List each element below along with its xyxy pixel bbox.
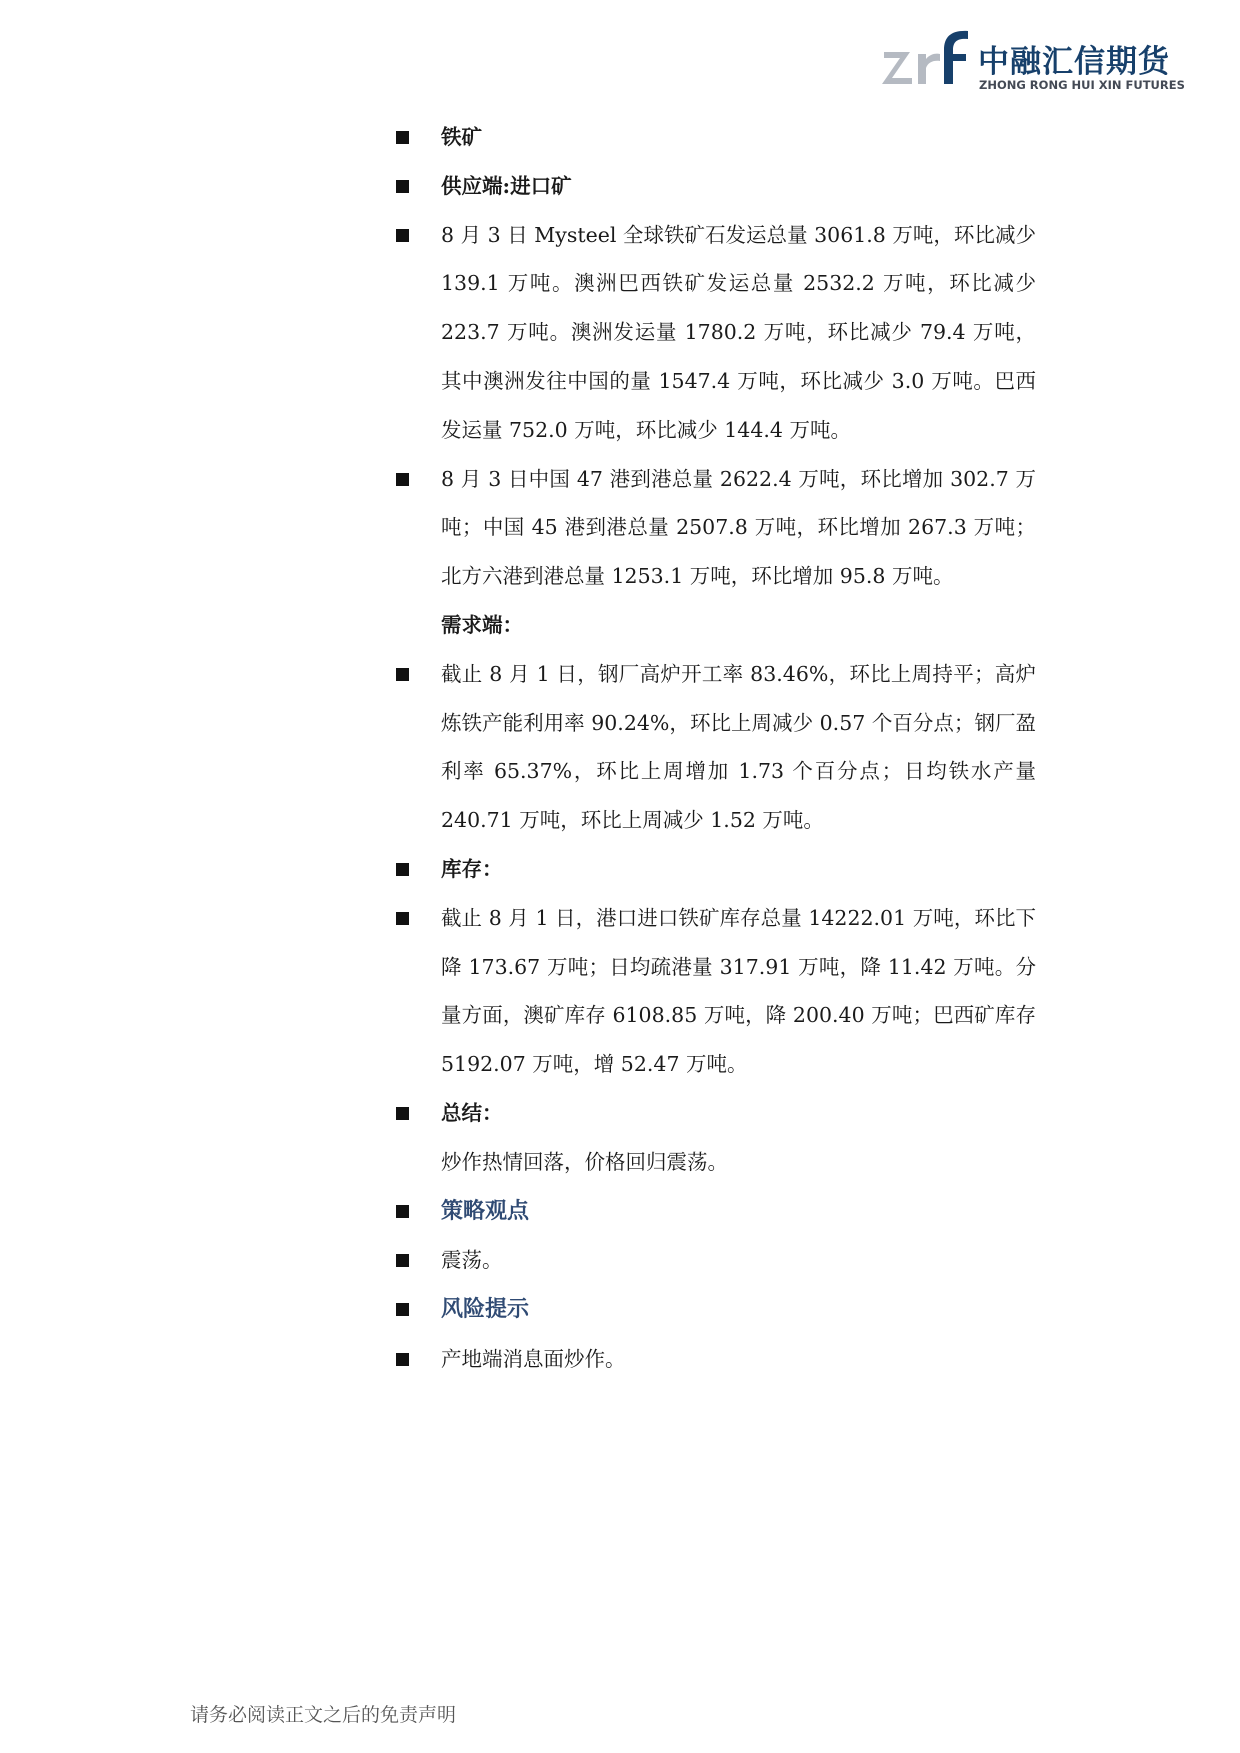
square-bullet-icon <box>396 180 409 193</box>
paragraph-strategy: 震荡。 <box>396 1236 1036 1285</box>
logo-company-name-cn: 中融汇信期货 <box>978 44 1170 80</box>
square-bullet-icon <box>396 229 409 242</box>
square-bullet-icon <box>396 1303 409 1316</box>
paragraph-shipments: 8 月 3 日 Mysteel 全球铁矿石发运总量 3061.8 万吨，环比减少 139.1 万吨。澳洲巴西铁矿发运总量 2532.2 万吨，环比减少 223.7 万吨。澳洲发运量 1780.2 万吨，环比减少 79.4 万吨，其中澳洲发往中国的量 1547.4 万吨，环比减少 3.0 万吨。巴西发运量 752.0 万吨，环比减少 144.4 万吨。 <box>396 211 1036 455</box>
paragraph-port-arrivals: 8 月 3 日中国 47 港到港总量 2622.4 万吨，环比增加 302.7 万吨；中国 45 港到港总量 2507.8 万吨，环比增加 267.3 万吨；北方六港到港总量 1253.1 万吨，环比增加 95.8 万吨。 <box>396 455 1036 601</box>
square-bullet-icon <box>396 668 409 681</box>
company-logo <box>880 28 1185 98</box>
footer-disclaimer: 请务必阅读正文之后的免责声明 <box>190 1704 457 1726</box>
square-bullet-icon <box>396 1254 409 1267</box>
zrf-logo-mark <box>880 28 972 94</box>
square-bullet-icon <box>396 1353 409 1366</box>
paragraph-risk: 产地端消息面炒作。 <box>396 1335 1036 1384</box>
heading-strategy: 策略观点 <box>396 1187 1036 1237</box>
section-title-iron-ore: 铁矿 <box>396 113 1036 162</box>
square-bullet-icon <box>396 1107 409 1120</box>
square-bullet-icon <box>396 912 409 925</box>
section-title-inventory: 库存： <box>396 845 1036 894</box>
square-bullet-icon <box>396 473 409 486</box>
paragraph-demand: 截止 8 月 1 日，钢厂高炉开工率 83.46%，环比上周持平；高炉炼铁产能利用率 90.24%，环比上周减少 0.57 个百分点；钢厂盈利率 65.37%，环比上周增加 1.73 个百分点；日均铁水产量 240.71 万吨，环比上周减少 1.52 万吨。 <box>396 650 1036 845</box>
paragraph-inventory: 截止 8 月 1 日，港口进口铁矿库存总量 14222.01 万吨，环比下降 173.67 万吨；日均疏港量 317.91 万吨，降 11.42 万吨。分量方面，澳矿库存 6108.85 万吨，降 200.40 万吨；巴西矿库存 5192.07 万吨，增 52.47 万吨。 <box>396 894 1036 1089</box>
section-title-summary: 总结： <box>396 1089 1036 1138</box>
heading-risk: 风险提示 <box>396 1285 1036 1335</box>
report-body <box>396 113 1036 1384</box>
section-title-supply: 供应端:进口矿 <box>396 162 1036 211</box>
paragraph-summary: 炒作热情回落，价格回归震荡。 <box>441 1149 728 1174</box>
section-title-demand: 需求端： <box>441 612 523 637</box>
square-bullet-icon <box>396 1205 409 1218</box>
square-bullet-icon <box>396 131 409 144</box>
square-bullet-icon <box>396 863 409 876</box>
logo-company-name-en: ZHONG RONG HUI XIN FUTURES <box>979 78 1185 92</box>
